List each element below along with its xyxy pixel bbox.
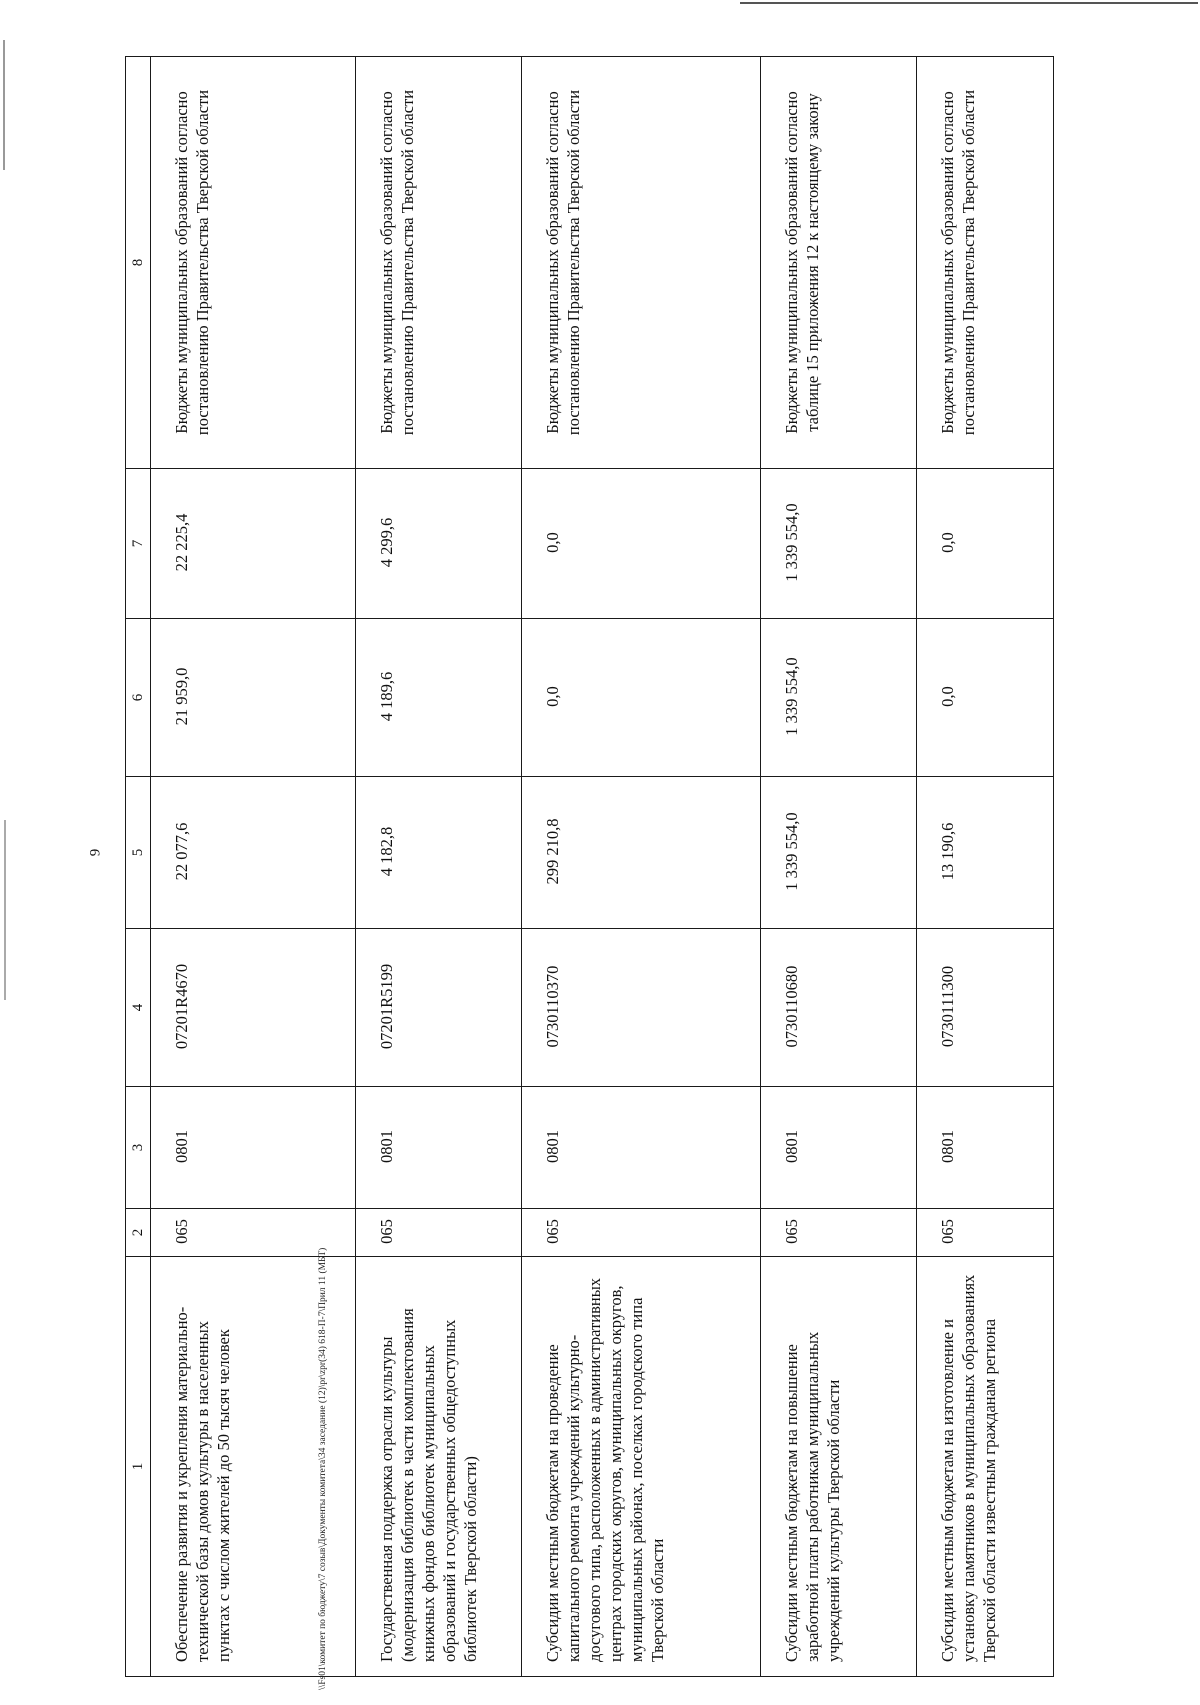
table-row — [151, 57, 356, 1677]
amount-year2-cell: 21 959,0 — [151, 619, 356, 777]
ministry-code-cell: 065 — [761, 1209, 917, 1257]
budget-table — [125, 56, 1054, 1677]
row-name-cell: Субсидии местным бюджетам на повышение заработной платы работникам муниципальных учреждений культуры Тверской области — [761, 1257, 917, 1677]
scan-line-left-top — [3, 40, 5, 170]
footer-file-path: \\Fs01\комитет по бюджету\7 созыв\Документы комитета\34 заседание (12)\pr\zpr(34) 618-П-7\Прил 11 (МБТ) — [318, 1247, 328, 1690]
amount-year2-cell: 1 339 554,0 — [761, 619, 917, 777]
scan-line-left-mid — [4, 820, 6, 1000]
target-code-cell: 0730110680 — [761, 929, 917, 1087]
amount-year3-cell: 22 225,4 — [151, 469, 356, 619]
ministry-code-cell: 065 — [917, 1209, 1054, 1257]
table-row — [761, 57, 917, 1677]
scan-line-top-right — [740, 2, 1198, 4]
header-col-5: 5 — [126, 777, 151, 929]
funding-source-cell: Бюджеты муниципальных образований согласно постановлению Правительства Тверской области — [917, 57, 1054, 469]
amount-year3-cell: 1 339 554,0 — [761, 469, 917, 619]
rotated-table-container — [125, 57, 1065, 1677]
section-code-cell: 0801 — [917, 1087, 1054, 1209]
header-col-7: 7 — [126, 469, 151, 619]
section-code-cell: 0801 — [761, 1087, 917, 1209]
row-name-cell: Субсидии местным бюджетам на проведение капитального ремонта учреждений культурно-досугового типа, расположенных в административных центрах городских округов, муниципальных округов, муниципальных районах, поселках городского типа Тверской области — [522, 1257, 761, 1677]
amount-year2-cell: 0,0 — [917, 619, 1054, 777]
header-col-6: 6 — [126, 619, 151, 777]
ministry-code-cell: 065 — [522, 1209, 761, 1257]
row-name-cell: Государственная поддержка отрасли культуры (модернизация библиотек в части комплектования книжных фондов библиотек муниципальных образований и государственных общедоступных библиотек Тверской области) — [356, 1257, 522, 1677]
header-row — [126, 57, 151, 1677]
table-row — [522, 57, 761, 1677]
amount-year3-cell: 0,0 — [917, 469, 1054, 619]
amount-year1-cell: 4 182,8 — [356, 777, 522, 929]
target-code-cell: 07201R4670 — [151, 929, 356, 1087]
amount-year2-cell: 4 189,6 — [356, 619, 522, 777]
ministry-code-cell: 065 — [356, 1209, 522, 1257]
target-code-cell: 0730111300 — [917, 929, 1054, 1087]
target-code-cell: 07201R5199 — [356, 929, 522, 1087]
amount-year1-cell: 22 077,6 — [151, 777, 356, 929]
header-col-1: 1 — [126, 1257, 151, 1677]
funding-source-cell: Бюджеты муниципальных образований согласно постановлению Правительства Тверской области — [356, 57, 522, 469]
amount-year3-cell: 4 299,6 — [356, 469, 522, 619]
header-col-4: 4 — [126, 929, 151, 1087]
amount-year3-cell: 0,0 — [522, 469, 761, 619]
header-col-8: 8 — [126, 57, 151, 469]
funding-source-cell: Бюджеты муниципальных образований согласно постановлению Правительства Тверской области — [151, 57, 356, 469]
section-code-cell: 0801 — [356, 1087, 522, 1209]
section-code-cell: 0801 — [522, 1087, 761, 1209]
row-name-cell: Обеспечение развития и укрепления материально-технической базы домов культуры в населенных пунктах с числом жителей до 50 тысяч человек — [151, 1257, 356, 1677]
table-row — [356, 57, 522, 1677]
row-name-cell: Субсидии местным бюджетам на изготовление и установку памятников в муниципальных образованиях Тверской области известным гражданам региона — [917, 1257, 1054, 1677]
page-number: 9 — [87, 848, 104, 857]
header-col-2: 2 — [126, 1209, 151, 1257]
amount-year1-cell: 13 190,6 — [917, 777, 1054, 929]
funding-source-cell: Бюджеты муниципальных образований согласно постановлению Правительства Тверской области — [522, 57, 761, 469]
ministry-code-cell: 065 — [151, 1209, 356, 1257]
header-col-3: 3 — [126, 1087, 151, 1209]
amount-year1-cell: 299 210,8 — [522, 777, 761, 929]
amount-year1-cell: 1 339 554,0 — [761, 777, 917, 929]
amount-year2-cell: 0,0 — [522, 619, 761, 777]
section-code-cell: 0801 — [151, 1087, 356, 1209]
table-row — [917, 57, 1054, 1677]
target-code-cell: 0730110370 — [522, 929, 761, 1087]
funding-source-cell: Бюджеты муниципальных образований согласно таблице 15 приложения 12 к настоящему закону — [761, 57, 917, 469]
